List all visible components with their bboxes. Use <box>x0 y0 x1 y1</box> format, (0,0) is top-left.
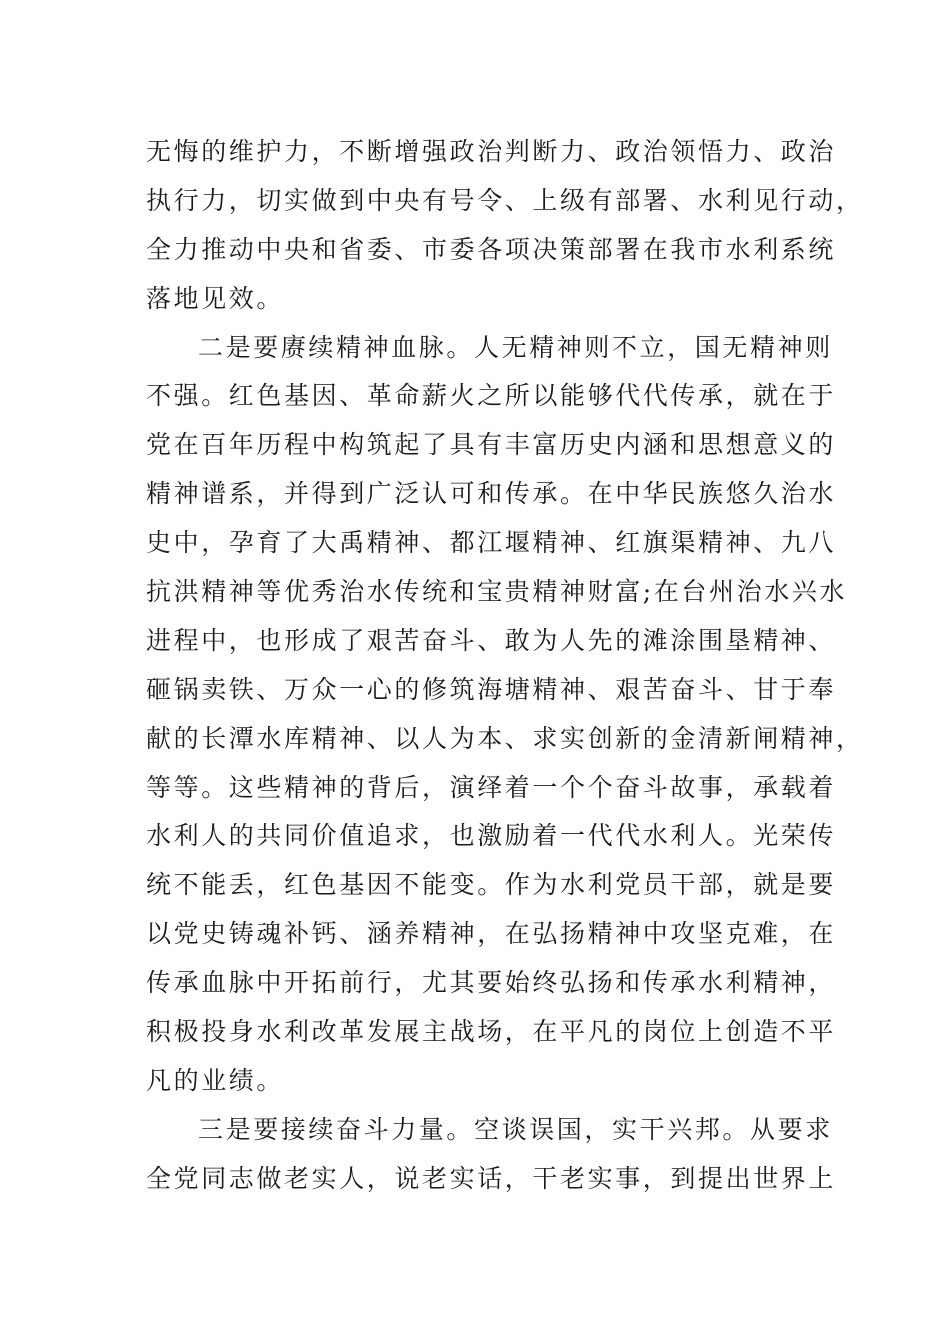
text-line: 不强。红色基因、革命薪火之所以能够代代传承，就在于 <box>146 381 837 411</box>
paragraph-continuation <box>146 128 864 324</box>
text-line: 献的长潭水库精神、以人为本、求实创新的金清新闸精神， <box>146 723 864 753</box>
text-line: 党在百年历程中构筑起了具有丰富历史内涵和思想意义的 <box>146 430 837 460</box>
text-line: 精神谱系，并得到广泛认可和传承。在中华民族悠久治水 <box>146 479 837 509</box>
text-line: 全党同志做老实人，说老实话，干老实事，到提出世界上 <box>146 1163 837 1193</box>
text-line: 三是要接续奋斗力量。空谈误国，实干兴邦。从要求 <box>198 1114 833 1144</box>
paragraph-striving-strength <box>146 1106 837 1204</box>
text-line: 凡的业绩。 <box>146 1065 285 1095</box>
text-line: 砸锅卖铁、万众一心的修筑海塘精神、艰苦奋斗、甘于奉 <box>146 674 837 704</box>
text-line: 全力推动中央和省委、市委各项决策部署在我市水利系统 <box>146 234 837 264</box>
text-line: 水利人的共同价值追求，也激励着一代代水利人。光荣传 <box>146 821 837 851</box>
paragraph-spirit-bloodline <box>146 324 864 1106</box>
text-line: 等等。这些精神的背后，演绎着一个个奋斗故事，承载着 <box>146 772 837 802</box>
text-line: 执行力，切实做到中央有号令、上级有部署、水利见行动， <box>146 185 864 215</box>
text-line: 史中，孕育了大禹精神、都江堰精神、红旗渠精神、九八 <box>146 528 837 558</box>
text-line: 进程中，也形成了艰苦奋斗、敢为人先的滩涂围垦精神、 <box>146 625 837 655</box>
document-body <box>146 128 864 1204</box>
text-line: 以党史铸魂补钙、涵养精神，在弘扬精神中攻坚克难，在 <box>146 919 837 949</box>
text-line: 统不能丢，红色基因不能变。作为水利党员干部，就是要 <box>146 870 837 900</box>
text-line: 抗洪精神等优秀治水传统和宝贵精神财富;在台州治水兴水 <box>146 577 848 607</box>
text-line: 传承血脉中开拓前行，尤其要始终弘扬和传承水利精神， <box>146 968 837 998</box>
text-line: 无悔的维护力，不断增强政治判断力、政治领悟力、政治 <box>146 137 837 166</box>
text-line: 落地见效。 <box>146 283 285 313</box>
text-line: 二是要赓续精神血脉。人无精神则不立，国无精神则 <box>198 332 833 362</box>
text-line: 积极投身水利改革发展主战场，在平凡的岗位上创造不平 <box>146 1017 837 1047</box>
